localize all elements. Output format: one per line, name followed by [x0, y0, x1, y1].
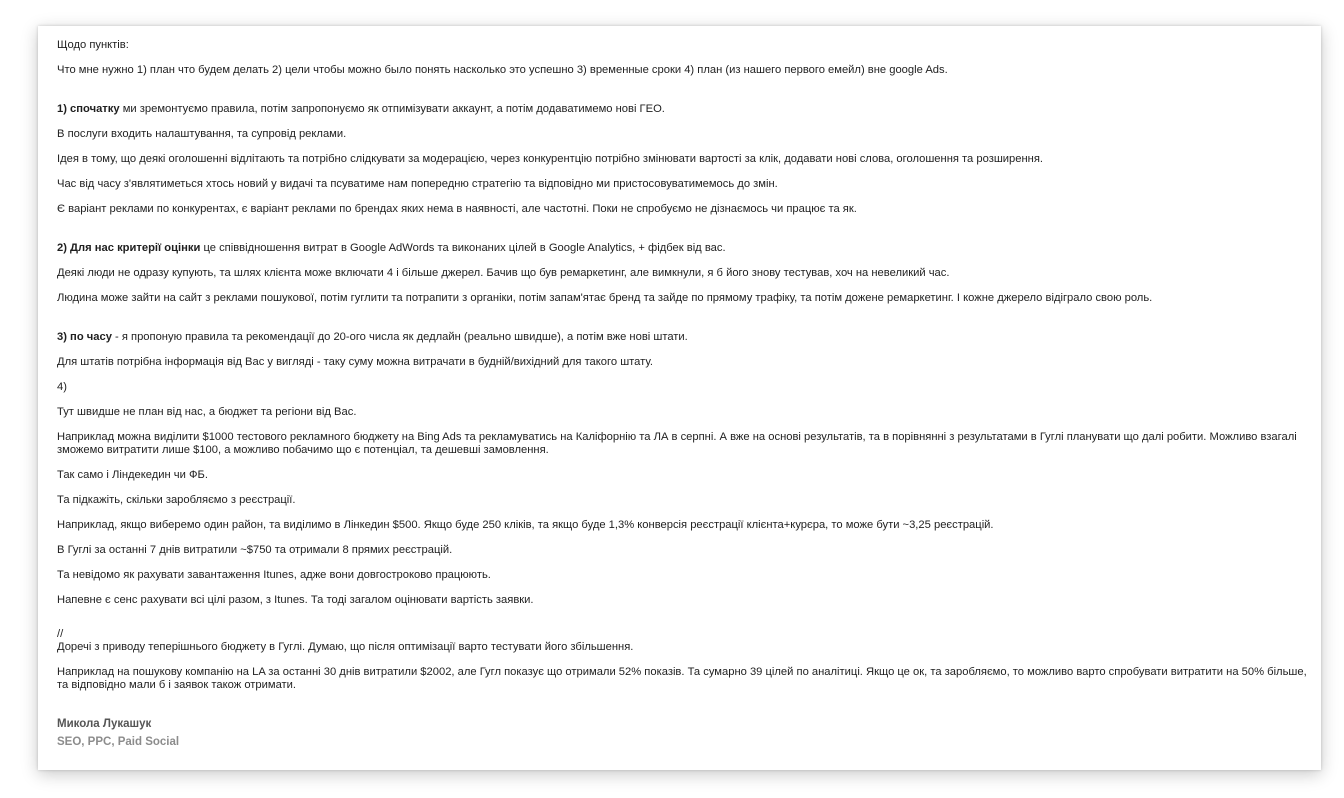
signature-role: SEO, PPC, Paid Social [57, 736, 180, 748]
point-2-heading: 2) Для нас критерії оцінки [57, 242, 201, 254]
point-3-heading: 3) по часу [57, 331, 112, 343]
paragraph-sources: Людина може зайти на сайт з реклами пошукової, потім гуглити та потрапити з органіки, потім запам'ятає бренд та зайде по прямому трафіку, та потім дожене ремаркетинг. І кожне джерело відіграло свою роль. [57, 292, 1153, 304]
paragraph-point-2: 2) Для нас критерії оцінки це співвідношення витрат в Google AdWords та виконаних цілей в Google Analytics, + фідбек від вас. [57, 242, 726, 254]
paragraph-states-info: Для штатів потрібна інформація від Вас у вигляді - таку суму можна витрачати в будній/вихідний для такого штату. [57, 356, 653, 368]
paragraph-variants: Є варіант реклами по конкурентах, є варіант реклами по брендах яких нема в наявності, але частотні. Поки не спробуємо не дізнаємось чи працює та як. [57, 203, 857, 215]
paragraph-linkedin-example: Наприклад, якщо виберемо один район, та виділимо в Лінкедин $500. Якщо буде 250 кліків, та якщо буде 1,3% конверсія реєстрації клієнта+курєра, то може бути ~3,25 реєстрацій. [57, 519, 994, 531]
bottom-fade-overlay [38, 750, 1321, 770]
email-content [57, 39, 1307, 749]
point-1-heading: 1) спочатку [57, 103, 120, 115]
paragraph-current-budget: Доречі з приводу теперішнього бюджету в Гуглі. Думаю, що після оптимізації варто тестувати його збільшення. [57, 641, 634, 653]
paragraph-point-1: 1) спочатку ми зремонтуємо правила, потім запропонуємо як отпимізувати аккаунт, а потім додаватимемо нові ГЕО. [57, 103, 665, 115]
paragraph-point-4: 4) [57, 381, 67, 393]
paragraph-earnings-question: Та підкажіть, скільки заробляємо з реєстрації. [57, 494, 296, 506]
paragraph-budget-regions: Тут швидше не план від нас, а бюджет та регіони від Вас. [57, 406, 357, 418]
paragraph-customer-path: Деякі люди не одразу купують, та шлях клієнта може включати 4 і більше джерел. Бачив що був ремаркетинг, але вимкнули, я б його знову тестував, хоч на невеликий час. [57, 267, 950, 279]
paragraph-greeting: Щодо пунктів: [57, 39, 129, 51]
paragraph-competitors-new: Час від часу з'являтиметься хтось новий у видачі та псуватиме нам попередню стратегію та відповідно ми пристосовуватимемось до змін. [57, 178, 778, 190]
paragraph-point-3: 3) по часу - я пропоную правила та рекомендації до 20-ого числа як дедлайн (реально швидше), а потім вже нові штати. [57, 331, 688, 343]
paragraph-la-example: Наприклад на пошукову компанію на LA за останні 30 днів витратили $2002, але Гугл показує що отримали 52% показів. Та сумарно 39 цілей по аналітиці. Якщо це ок, та заробляємо, то можливо варто спробувати витратити на 50% більше, та відповідно мали б і заявок також отримати. [57, 666, 1307, 691]
email-body-sheet [38, 26, 1321, 770]
paragraph-services: В послуги входить налаштування, та супровід реклами. [57, 128, 347, 140]
signature-name: Микола Лукашук [57, 718, 152, 730]
paragraph-idea: Ідея в тому, що деякі оголошенні відлітають та потрібно слідкувати за модерацією, через конкурентцію потрібно змінювати вартості за клік, додавати нові слова, оголошення та розширення. [57, 153, 1044, 165]
paragraph-all-goals: Напевне є сенс рахувати всі цілі разом, з Itunes. Та тоді загалом оцінювати вартість заявки. [57, 594, 534, 606]
paragraph-itunes: Та невідомо як рахувати завантаження Itunes, адже вони довгостроково працюють. [57, 569, 491, 581]
paragraph-google-7-days: В Гуглі за останні 7 днів витратили ~$750 та отримали 8 прямих реєстрацій. [57, 544, 453, 556]
paragraph-separator: // [57, 628, 64, 640]
paragraph-bing-example: Наприклад можна виділити $1000 тестового рекламного бюджету на Bing Ads та рекламуватись на Каліфорнію та ЛА в серпні. А вже на основі результатів, та в порівнянні з результатами в Гуглі планувати що далі робити. Можливо взагалі зможемо витратити лише $100, а можливо побачимо що є потенціал, та дешевші замовлення. [57, 431, 1297, 456]
paragraph-linkedin-fb: Так само і Ліндекедин чи ФБ. [57, 469, 208, 481]
paragraph-requirements: Что мне нужно 1) план что будем делать 2) цели чтобы можно было понять насколько это успешно 3) временные сроки 4) план (из нашего первого емейл) вне google Ads. [57, 64, 948, 76]
